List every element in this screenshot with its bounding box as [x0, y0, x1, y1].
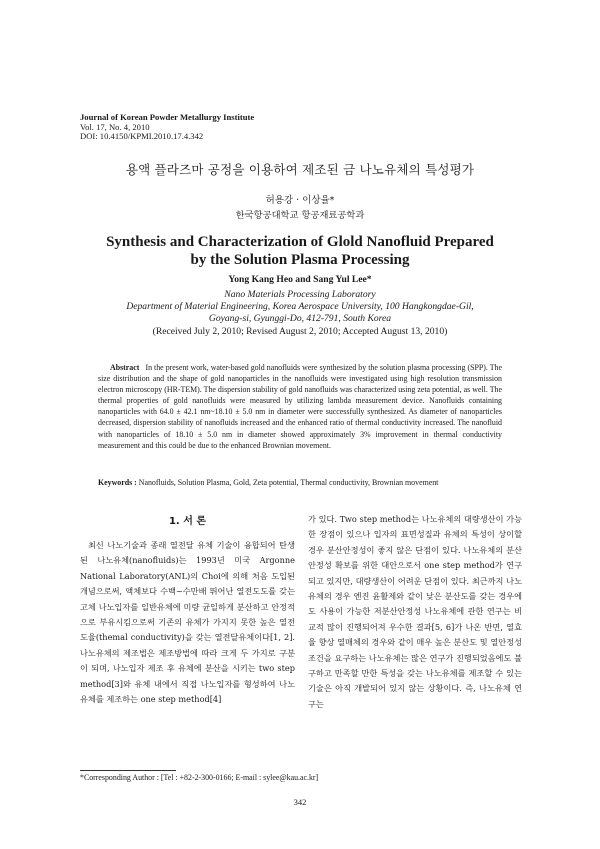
english-authors: Yong Kang Heo and Sang Yul Lee* [228, 274, 372, 285]
journal-volume: Vol. 17, No. 4, 2010 [80, 121, 150, 132]
section-heading-introduction: 1. 서 론 [168, 516, 207, 527]
footnote-divider [80, 770, 176, 771]
keywords [98, 478, 518, 487]
korean-title: 용액 플라즈마 공정을 이용하여 제조된 금 나노유체의 특성평가 [125, 162, 475, 177]
journal-doi: DOI: 10.4150/KPMI.2010.17.4.342 [80, 131, 204, 142]
english-title-line1: Synthesis and Characterization of Glold Nanofluid Prepared [106, 234, 494, 250]
corresponding-author-footnote: *Corresponding Author : [Tel : +82-2-300-0166; E-mail : sylee@kau.ac.kr] [80, 773, 319, 782]
department-line2: Goyang-si, Gyunggi-Do, 412-791, South Korea [208, 313, 392, 325]
keywords-label: Keywords : [98, 478, 137, 487]
received-dates: (Received July 2, 2010; Revised August 2, 2010; Accepted August 13, 2010) [152, 325, 448, 337]
page-number: 342 [293, 797, 307, 807]
keywords-text: Nanofluids, Solution Plasma, Gold, Zeta potential, Thermal conductivity, Brownian movement [138, 478, 439, 487]
abstract [98, 362, 502, 451]
korean-authors: 허용강 · 이상율* [265, 195, 335, 206]
english-title-line2: by the Solution Plasma Processing [190, 252, 410, 268]
journal-header [80, 113, 254, 142]
lab-name: Nano Materials Processing Laboratory [224, 289, 376, 300]
body-column-left: 최신 나노기술과 종래 열전달 유체 기술이 융합되어 탄생된 나노유체(nanofluids)는 1993년 미국 Argonne National Laboratory(ANL)의 Choi에 의해 처음 도입된 개념으로써, 액체보다 수백~수만배 뛰어난 열전도도를 갖는 고체 나노입자를 일반유체에 미량 균일하게 분산하고 안정적으로 부유시킴으로써 기존의 유체가 가지지 못한 높은 열전도율(themal conductivity)을 갖는 열전달유체이다[1, 2]. 나노유체의 제조법은 제조방법에 따라 크게 두 가지로 구분이 되며, 나노입자 제조 후 유체에 분산을 시키는 two step method[3]와 유체 내에서 직접 나노입자를 형성하여 나노유체를 제조하는 one step method[4] [80, 540, 295, 705]
korean-affiliation: 한국항공대학교 항공재료공학과 [235, 210, 365, 221]
abstract-text: In the present work, water-based gold nanofluids were synthesized by the solution plasma processing (SPP). The size distribution and the shape of gold nanoparticles in the nanofluids were investigated using high resolution transmission electron microscopy (HR-TEM). The dispersion stability of gold nanofluids was characterized using zeta potential, as well. The thermal properties of gold nanofluids were measured by utilizing lambda measurement device. Nanofluids containing nanoparticles with 64.0 ± 42.1 nm~18.10 ± 5.0 nm in diameter were successfully synthesized. As diameter of nanoparticles decreased, dispersion stability of nanofluids increased and the enhanced ratio of thermal conductivity increased. The nanofluid with nanoparticles of 18.10 ± 5.0 nm in diameter showed approximately 3% improvement in thermal conductivity measurement and this could be due to the enhanced Brownian movement. [98, 363, 503, 450]
body-column-right: 가 있다. Two step method는 나노유체의 대량생산이 가능한 장점이 있으나 입자의 표면성질과 유체의 특성이 상이할 경우 분산안정성이 좋지 않은 단점이 있다. 나노유체의 분산안정성 확보를 위한 대안으로서 one step method가 연구되고 있지만, 대량생산이 어려운 단점이 있다. 최근까지 나노유체의 경우 엔진 윤활제와 같이 낮은 분산도를 갖는 경우에도 사용이 가능한 저분산안정성 나노유체에 관한 연구는 비교적 많이 진행되어져 우수한 결과[5, 6]가 나온 반면, 열효율 향상 열매체의 경우와 같이 매우 높은 분산도 및 열안정성 조건을 요구하는 나노유체는 많은 연구가 진행되었음에도 불구하고 만족할 만한 특성을 갖는 나노유체를 제조할 수 있는 기술은 아직 개발되어 있지 않는 상황이다. 즉, 나노유체 연구는 [308, 514, 522, 709]
author-info [40, 289, 560, 338]
english-title [60, 233, 540, 269]
abstract-label: Abstract [110, 363, 140, 372]
department-line1: Department of Material Engineering, Korea Aerospace University, 100 Hangkongdae-Gil, [126, 301, 474, 313]
journal-name: Journal of Korean Powder Metallurgy Institute [80, 112, 255, 122]
